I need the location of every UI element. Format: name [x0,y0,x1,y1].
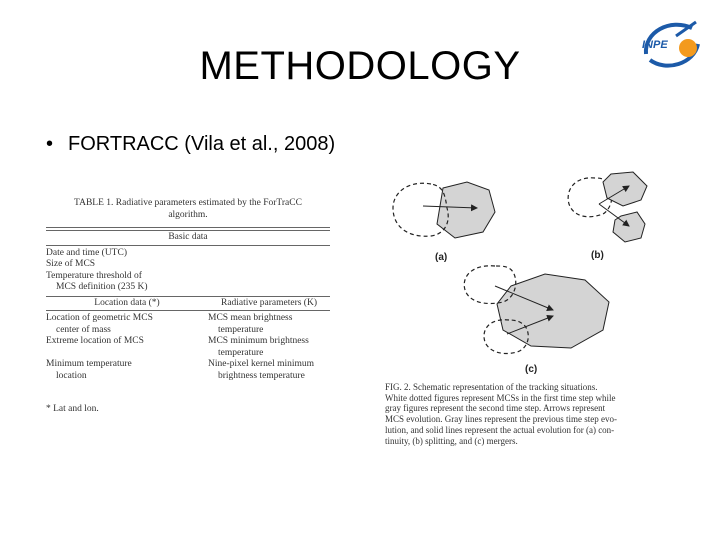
table-cell: location [56,370,87,381]
radiative-parameters-table [46,198,330,416]
bullet-item [46,133,335,156]
table-cell: MCS mean brightness [208,313,293,323]
table-cell: Minimum temperature [46,359,132,369]
label-b: (b) [591,250,604,261]
table-row: Date and time (UTC) [46,247,127,258]
table-cell: brightness temperature [218,370,305,381]
caption-line: MCS evolution. Gray lines represent the previous time step evo- [385,414,617,425]
caption-line: tinuity, (b) splitting, and (c) mergers. [385,435,518,446]
table-cell: Nine-pixel kernel minimum [208,359,315,369]
table-cell: temperature [218,347,264,358]
table-cell: center of mass [56,324,111,335]
table-cell: temperature [218,324,264,335]
label-c: (c) [525,364,538,375]
caption-line: gray figures represent the second time step. Arrows represent [385,403,606,414]
table-cell: Location of geometric MCS [46,313,153,323]
mcs-shape-c-gray [497,274,609,348]
table-footnote: * Lat and lon. [46,404,99,414]
section-header-basic: Basic data [168,232,208,242]
mcs-shape-b-gray-2 [613,212,645,242]
column-header-radiative: Radiative parameters (K) [220,297,317,308]
table-caption [46,198,330,221]
table-row [46,359,330,382]
slide-title: METHODOLOGY [199,44,521,88]
table-cell: Extreme location of MCS [46,336,144,346]
tracking-schematic-figure [385,170,660,380]
table-caption-line: TABLE 1. Radiative parameters estimated by the ForTraCC [74,198,302,208]
logo-text: INPE [642,39,668,51]
table-caption-line: algorithm. [168,209,208,220]
caption-line: White dotted figures represent MCSs in the first time step while [385,392,616,403]
table-row: Size of MCS [46,259,96,269]
column-header-location: Location data (*) [94,297,160,308]
figure-caption [385,382,690,446]
table-row [46,325,330,360]
caption-line: FIG. 2. Schematic representation of the tracking situations. [385,382,598,392]
label-a: (a) [435,252,448,263]
inpe-logo-icon [636,14,706,74]
table-cell: MCS minimum brightness [208,336,309,346]
mcs-shape-a-gray [437,182,495,238]
table-row: Temperature threshold of [46,270,142,281]
mcs-shape-b-gray-1 [603,172,647,206]
bullet-symbol: • [46,133,54,155]
caption-line: lution, and solid lines represent the actual evolution for (a) con- [385,424,615,435]
table-rule [46,227,330,228]
bullet-text: FORTRACC (Vila et al., 2008) [68,133,336,155]
table-row: MCS definition (235 K) [56,282,148,292]
